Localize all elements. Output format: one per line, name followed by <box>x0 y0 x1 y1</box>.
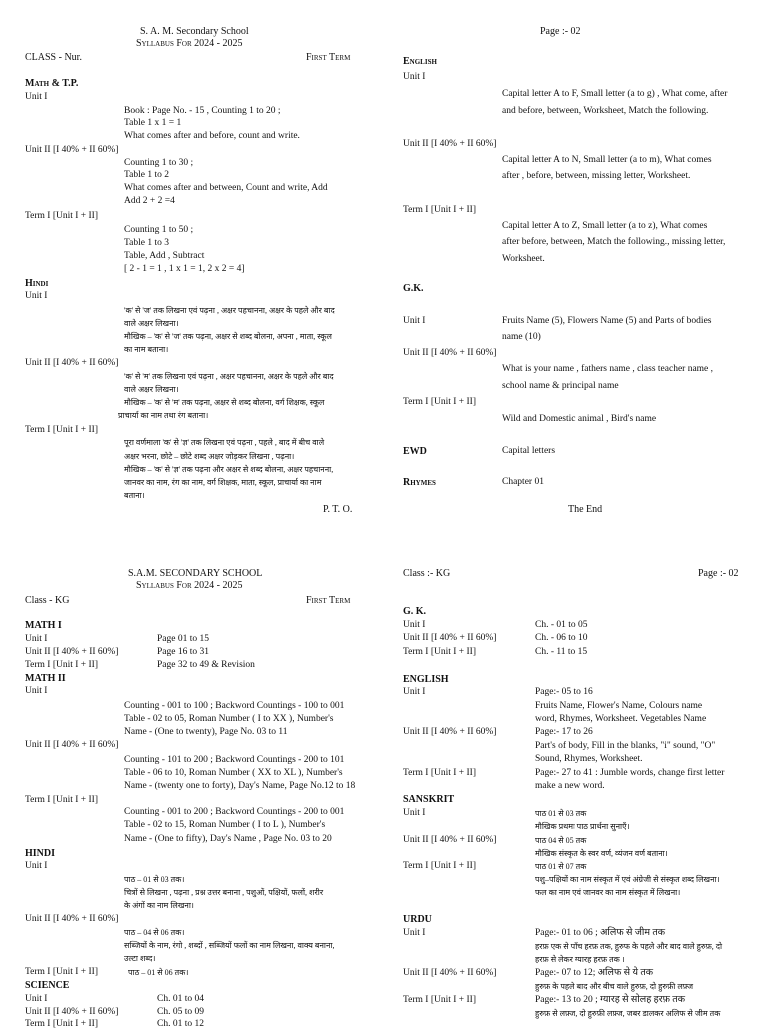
q2-ewd-heading: EWD <box>403 446 427 457</box>
q1-math-heading: Math & T.P. <box>25 78 79 89</box>
q4-english-term1-label: Term I [Unit I + II] <box>403 768 477 778</box>
q2-gk-u1-line: name (10) <box>502 332 541 342</box>
q1-hindi-t1-line: मौखिक – 'क' से 'ज्ञ' तक पढ़ना और अक्षर से शब्द बोलना, अक्षर पहचानना, <box>124 465 334 474</box>
q4-urdu-u1-line: Page:- 01 to 06 ; अलिफ से जीम तक <box>535 928 666 938</box>
q2-rhymes-heading: Rhymes <box>403 477 436 488</box>
q2-rhymes-content: Chapter 01 <box>502 477 544 487</box>
q2-english-t1-line: Worksheet. <box>502 254 545 264</box>
q4-english-u2-line: Sound, Rhymes, Worksheet. <box>535 754 643 764</box>
q1-hindi-term1-label: Term I [Unit I + II] <box>25 425 99 435</box>
q3-hindi-u1-line: के अंगों का नाम लिखना। <box>124 901 194 910</box>
q1-hindi-heading: Hindi <box>25 278 49 289</box>
q3-hindi-unit1-label: Unit I <box>25 861 48 871</box>
q1-math-t1-line: Table 1 to 3 <box>124 238 169 248</box>
q4-sanskrit-u1-line: पाठ 01 से 03 तक <box>535 809 587 818</box>
q3-math1-heading: MATH I <box>25 620 62 631</box>
q1-class: CLASS - Nur. <box>25 52 82 63</box>
q2-english-u2-line: Capital letter A to N, Small letter (a to m), What comes <box>502 155 712 165</box>
q1-math-u2-line: Counting 1 to 30 ; <box>124 158 194 168</box>
q3-math2-u2-line: Counting - 101 to 200 ; Backword Countings - 200 to 101 <box>124 755 345 765</box>
q2-gk-u1-line: Fruits Name (5), Flowers Name (5) and Parts of bodies <box>502 316 712 326</box>
q3-class: Class - KG <box>25 595 70 606</box>
q3-math2-heading: MATH II <box>25 673 66 684</box>
q4-sanskrit-heading: SANSKRIT <box>403 794 455 805</box>
q1-unit2-label: Unit II [I 40% + II 60%] <box>25 145 119 155</box>
q2-page-number: Page :- 02 <box>540 26 581 37</box>
q1-hindi-u1-line: वाले अक्षर लिखना। <box>124 319 179 328</box>
q1-hindi-u2-line: 'क' से 'म' तक लिखना एवं पढ़ना , अक्षर पहचानना, अक्षर के पहले और बाद <box>124 372 334 381</box>
q4-english-u2-line: Page:- 17 to 26 <box>535 727 593 737</box>
q3-math2-u2-line: Table - 06 to 10, Roman Number ( XX to XL ), Number's <box>124 768 343 778</box>
q1-term1-label: Term I [Unit I + II] <box>25 211 99 221</box>
q3-math2-u1-line: Counting - 001 to 100 ; Backword Countings - 100 to 001 <box>124 701 345 711</box>
q1-hindi-t1-line: अक्षर भरना, छोटे – छोटे शब्द अक्षर जोड़कर लिखना , पढ़ना। <box>124 452 295 461</box>
q1-math-t1-line: Table, Add , Subtract <box>124 251 205 261</box>
q3-hindi-u1-line: पाठ – 01 से 03 तक। <box>124 875 185 884</box>
q3-math1-row-value: Page 32 to 49 & Revision <box>157 660 255 670</box>
q4-urdu-u1-line: हरफ़ एक से पाँच हरफ़ तक, हुरुफ के पहले और बाद वाले हुरुफ़, दो <box>535 942 723 951</box>
q4-urdu-unit1-label: Unit I <box>403 928 426 938</box>
q1-pto: P. T. O. <box>323 504 353 515</box>
q2-gk-term1-label: Term I [Unit I + II] <box>403 397 477 407</box>
q2-gk-u2-line: school name & principal name <box>502 381 619 391</box>
q4-sanskrit-u2-line: पाठ 04 से 05 तक <box>535 836 587 845</box>
q1-hindi-u1-line: का नाम बताना। <box>124 345 169 354</box>
q3-math2-unit2-label: Unit II [I 40% + II 60%] <box>25 740 119 750</box>
q2-english-t1-line: Capital letter A to Z, Small letter (a to z), What comes <box>502 221 708 231</box>
q3-science-row-value: Ch. 01 to 04 <box>157 994 204 1004</box>
q4-gk-row-label: Term I [Unit I + II] <box>403 647 477 657</box>
q4-urdu-heading: URDU <box>403 914 432 925</box>
q1-syllabus-title: Syllabus For 2024 - 2025 <box>136 38 243 49</box>
q3-math1-row-label: Term I [Unit I + II] <box>25 660 99 670</box>
q3-hindi-u2-line: पाठ – 04 से 06 तक। <box>124 928 185 937</box>
q4-urdu-u2-line: हुरुफ़ के पहले बाद और बीच वाले हुरुफ़, दो हुरुफ़ी लफ़्ज <box>535 982 694 991</box>
q2-english-u1-line: Capital letter A to F, Small letter (a to g) , What come, after <box>502 89 728 99</box>
q1-hindi-t1-line: पूरा वर्णमाला 'क' से 'ज्ञ' तक लिखना एवं पढ़ना , पहले , बाद में बीच वाले <box>124 438 325 447</box>
q4-gk-row-value: Ch. - 01 to 05 <box>535 620 588 630</box>
q2-gk-unit1-label: Unit I <box>403 316 426 326</box>
q3-syllabus-title: Syllabus For 2024 - 2025 <box>136 580 243 591</box>
q4-english-heading: ENGLISH <box>403 674 449 685</box>
q2-the-end: The End <box>568 504 603 515</box>
q2-english-u1-line: and before, between, Worksheet, Match the following. <box>502 106 709 116</box>
q1-hindi-u1-line: 'क' से 'ज' तक लिखना एवं पढ़ना , अक्षर पहचानना, अक्षर के पहले और बाद <box>124 306 335 315</box>
q3-school-name: S.A.M. SECONDARY SCHOOL <box>128 568 263 579</box>
q1-hindi-unit2-label: Unit II [I 40% + II 60%] <box>25 358 119 368</box>
q3-math2-unit1-label: Unit I <box>25 686 48 696</box>
q2-english-heading: English <box>403 56 437 67</box>
q3-math2-u2-line: Name - (twenty one to forty), Day's Name, Page No.12 to 18 <box>124 781 356 791</box>
q2-ewd-content: Capital letters <box>502 446 556 456</box>
q3-math2-t1-line: Name - (One to fifty), Day's Name , Page No. 03 to 20 <box>124 834 332 844</box>
q4-urdu-u1-line: हरफ़ से लेकर ग्यारह हरफ़ तक । <box>535 955 625 964</box>
q4-sanskrit-t1-line: पाठ 01 से 07 तक <box>535 862 587 871</box>
q2-gk-unit2-label: Unit II [I 40% + II 60%] <box>403 348 497 358</box>
q4-sanskrit-unit2-label: Unit II [I 40% + II 60%] <box>403 835 497 845</box>
q2-gk-t1-line: Wild and Domestic animal , Bird's name <box>502 414 657 424</box>
q1-math-u2-line: Table 1 to 2 <box>124 170 169 180</box>
q4-sanskrit-unit1-label: Unit I <box>403 808 426 818</box>
q3-hindi-unit2-label: Unit II [I 40% + II 60%] <box>25 914 119 924</box>
q4-gk-row-value: Ch. - 11 to 15 <box>535 647 588 657</box>
q3-math1-row-value: Page 01 to 15 <box>157 634 209 644</box>
q4-sanskrit-u2-line: मौखिक संस्कृत के स्वर वर्ण, व्यंजन वर्ण बताना। <box>535 849 668 858</box>
q3-math2-u1-line: Table - 02 to 05, Roman Number ( I to XX ), Number's <box>124 714 334 724</box>
q4-sanskrit-term1-label: Term I [Unit I + II] <box>403 861 477 871</box>
q3-math1-row-label: Unit I <box>25 634 48 644</box>
q3-math2-t1-line: Counting - 001 to 200 ; Backword Countings - 200 to 001 <box>124 807 345 817</box>
q3-math1-row-label: Unit II [I 40% + II 60%] <box>25 647 119 657</box>
q3-hindi-u2-line: उल्टा शब्द। <box>124 954 156 963</box>
q1-hindi-t1-line: बताना। <box>124 491 145 500</box>
q3-science-row-label: Unit II [I 40% + II 60%] <box>25 1007 119 1017</box>
q4-page-number: Page :- 02 <box>698 568 739 579</box>
q1-math-u1-line: Book : Page No. - 15 , Counting 1 to 20 ; <box>124 106 281 116</box>
q1-hindi-u2-line: वाले अक्षर लिखना। <box>124 385 179 394</box>
q3-science-row-label: Unit I <box>25 994 48 1004</box>
q2-gk-u2-line: What is your name , fathers name , class teacher name , <box>502 364 714 374</box>
q3-science-row-value: Ch. 01 to 12 <box>157 1019 204 1029</box>
q4-urdu-term1-label: Term I [Unit I + II] <box>403 995 477 1005</box>
q3-science-heading: SCIENCE <box>25 980 70 991</box>
q3-hindi-u1-line: चित्रों से लिखना , पढ़ना , प्रश्न उत्तर बनाना , पशुओं, पक्षियों, फलों, शरीर <box>124 888 324 897</box>
q1-school-name: S. A. M. Secondary School <box>140 26 249 37</box>
q1-hindi-u2-line: प्राचार्या का नाम तथा रंग बताना। <box>118 411 209 420</box>
q4-urdu-unit2-label: Unit II [I 40% + II 60%] <box>403 968 497 978</box>
q1-hindi-unit1-label: Unit I <box>25 291 48 301</box>
q1-math-t1-line: Counting 1 to 50 ; <box>124 225 194 235</box>
q3-hindi-t1-line: पाठ – 01 से 06 तक। <box>128 968 189 977</box>
q3-math2-t1-line: Table - 02 to 15, Roman Number ( I to L ), Number's <box>124 820 326 830</box>
q4-gk-row-label: Unit II [I 40% + II 60%] <box>403 633 497 643</box>
q4-english-u2-line: Part's of body, Fill in the blanks, "i" sound, "O" <box>535 741 716 751</box>
q3-term: First Term <box>306 595 351 606</box>
q3-math1-row-value: Page 16 to 31 <box>157 647 209 657</box>
q2-gk-heading: G.K. <box>403 283 424 294</box>
q1-hindi-t1-line: जानवर का नाम, रंग का नाम, वर्ग शिक्षक, माता, स्कूल, प्राचार्या का नाम <box>124 478 322 487</box>
q4-english-t1-line: make a new word. <box>535 781 605 791</box>
q3-science-row-label: Term I [Unit I + II] <box>25 1019 99 1029</box>
q4-sanskrit-t1-line: पशु–पक्षियों का नाम संस्कृत में एवं अंग्रेजी से संस्कृत शब्द लिखना। <box>535 875 720 884</box>
q3-hindi-heading: HINDI <box>25 848 56 859</box>
q3-math2-u1-line: Name - (One to twenty), Page No. 03 to 11 <box>124 727 288 737</box>
q2-english-term1-label: Term I [Unit I + II] <box>403 205 477 215</box>
q2-english-u2-line: after , before, between, missing letter, Worksheet. <box>502 171 691 181</box>
q4-english-unit1-label: Unit I <box>403 687 426 697</box>
q4-english-unit2-label: Unit II [I 40% + II 60%] <box>403 727 497 737</box>
q3-hindi-u2-line: सब्जियों के नाम, रंगो , शब्दों , सब्जियों फलों का नाम लिखना, वाक्य बनाना, <box>124 941 335 950</box>
q2-english-unit1-label: Unit I <box>403 72 426 82</box>
q1-math-u2-line: Add 2 + 2 =4 <box>124 196 175 206</box>
q4-gk-heading: G. K. <box>403 606 427 617</box>
q1-term: First Term <box>306 52 351 63</box>
q4-english-u1-line: Page:- 05 to 16 <box>535 687 593 697</box>
q4-english-u1-line: Fruits Name, Flower's Name, Colours name <box>535 701 703 711</box>
q1-hindi-u1-line: मौखिक – 'क' से 'ज' तक पढ़ना, अक्षर से शब्द बोलना, अपना , माता, स्कूल <box>124 332 332 341</box>
q4-urdu-u2-line: Page:- 07 to 12; अलिफ से ये तक <box>535 968 654 978</box>
q1-math-t1-line: [ 2 - 1 = 1 , 1 x 1 = 1, 2 x 2 = 4] <box>124 264 245 274</box>
q4-urdu-t1-line: Page:- 13 to 20 ; ग्यारह से सोलह हरफ़ तक <box>535 995 685 1005</box>
q1-math-u1-line: Table 1 x 1 = 1 <box>124 118 182 128</box>
q2-english-t1-line: after before, between, Match the following., missing letter, <box>502 237 726 247</box>
q3-science-row-value: Ch. 05 to 09 <box>157 1007 204 1017</box>
q1-unit1-label: Unit I <box>25 92 48 102</box>
q1-math-u2-line: What comes after and between, Count and write, Add <box>124 183 328 193</box>
q1-math-u1-line: What comes after and before, count and write. <box>124 131 300 141</box>
q1-hindi-u2-line: मौखिक – 'क' से 'म' तक पढ़ना, अक्षर से शब्द बोलना, वर्ग शिक्षक, स्कूल <box>124 398 325 407</box>
q4-class: Class :- KG <box>403 568 451 579</box>
q3-hindi-term1-label: Term I [Unit I + II] <box>25 967 99 977</box>
q3-math2-term1-label: Term I [Unit I + II] <box>25 795 99 805</box>
q4-english-u1-line: word, Rhymes, Worksheet. Vegetables Name <box>535 714 707 724</box>
q4-sanskrit-t1-line: फल का नाम एवं जानवर का नाम संस्कृत में लिखना। <box>535 888 681 897</box>
q4-english-t1-line: Page:- 27 to 41 : Jumble words, change first letter <box>535 768 725 778</box>
q4-sanskrit-u1-line: मौखिक प्रथमः पाठ प्रार्थना सुनाएँ। <box>535 822 630 831</box>
q4-urdu-t1-line: हुरुफ़ से लफ़्ज, दो हुरुफ़ी लफ़्ज, जबर डालकर अलिफ से जीम तक <box>535 1009 721 1018</box>
q4-gk-row-value: Ch. - 06 to 10 <box>535 633 588 643</box>
q4-gk-row-label: Unit I <box>403 620 426 630</box>
q2-english-unit2-label: Unit II [I 40% + II 60%] <box>403 139 497 149</box>
